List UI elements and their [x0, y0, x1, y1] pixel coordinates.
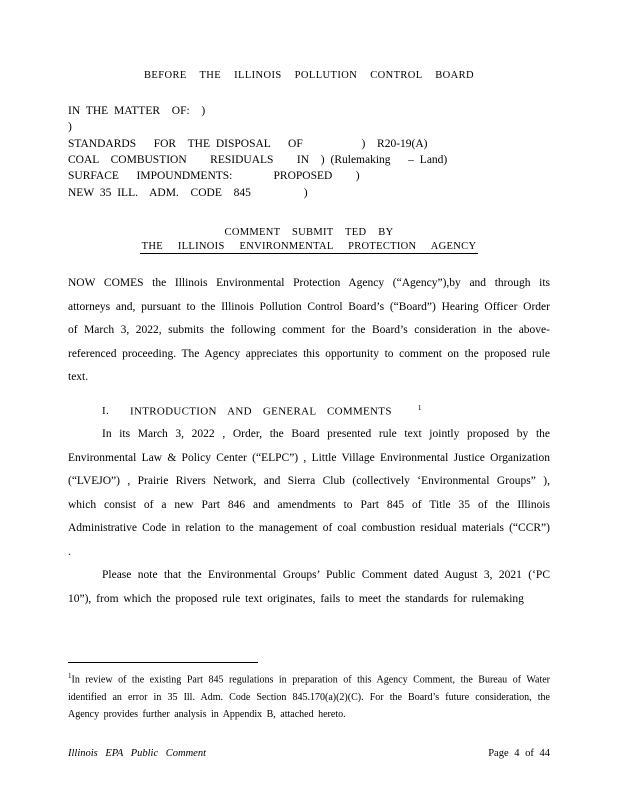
page-footer: [68, 748, 550, 759]
document-title: [68, 227, 550, 254]
footer-label: Illinois EPA Public Comment: [68, 748, 206, 759]
footnote-text: In review of the existing Part 845 regulations in preparation of this Agency Comment, the Bureau of Water identified an error in 35 Ill. Adm. Code Section 845.170(a)(2)(C). For the Board’s future consideration, the Agency provides further analysis in Appendix B, attached hereto.: [68, 674, 550, 720]
document-title-line-2: THE ILLINOIS ENVIRONMENTAL PROTECTION AGENCY: [141, 240, 477, 252]
court-header: BEFORE THE ILLINOIS POLLUTION CONTROL BOARD: [144, 70, 474, 81]
footnote: [68, 670, 550, 723]
document-title-line-1: COMMENT SUBMIT TED BY: [224, 226, 394, 238]
caption-line: IN THE MATTER OF: ): [68, 105, 206, 117]
case-caption: [68, 103, 550, 201]
paragraph-order: [68, 423, 550, 564]
footnote-separator: [68, 662, 258, 663]
paragraph-intro: [68, 272, 550, 390]
section-title: INTRODUCTION AND GENERAL COMMENTS: [130, 405, 392, 418]
section-heading: [68, 400, 550, 423]
paragraph-intro-text: NOW COMES the Illinois Environmental Protection Agency (“Agency”),by and through its attorneys and, pursuant to the Illinois Pollution Control Board’s (“Board”) Hearing Officer Order of March 3, 2022, submits the following comment for the Board’s consideration in the above- referenced proceeding. The Agency appreciates this opportunity to comment on the proposed rule text.: [68, 276, 550, 384]
page-content: [68, 70, 550, 611]
footnote-marker: 1: [68, 672, 72, 680]
paragraph-note-text: Please note that the Environmental Groups’ Public Comment dated August 3, 2021 (‘PC 10”), from which the proposed rule text originates, fails to meet the standards for rulemaking: [68, 569, 550, 605]
caption-line: COAL COMBUSTION RESIDUALS IN ) (Rulemaking – Land): [68, 153, 448, 166]
page-number: Page 4 of 44: [488, 748, 550, 759]
paragraph-order-text: In its March 3, 2022 , Order, the Board presented rule text jointly proposed by the Environmental Law & Policy Center (“ELPC”) , Little Village Environmental Justice Organization (“LVEJO”) , Prairie Rivers Network, and Sierra Club (collectively ‘Environmental Groups” ), which consist of a new Part 846 and amendments to Part 845 of Title 35 of the Illinois Administrative Code in relation to the management of coal combustion residual materials (“CCR”) .: [68, 427, 550, 558]
caption-line: STANDARDS FOR THE DISPOSAL OF ) R20-19(A): [68, 137, 428, 150]
paragraph-note: [68, 564, 550, 611]
section-number: I.: [102, 405, 110, 418]
caption-line: ): [68, 121, 72, 134]
section-footnote-marker: 1: [417, 402, 422, 412]
caption-line: NEW 35 ILL. ADM. CODE 845 ): [68, 186, 308, 199]
caption-line: SURFACE IMPOUNDMENTS: PROPOSED ): [68, 170, 360, 183]
